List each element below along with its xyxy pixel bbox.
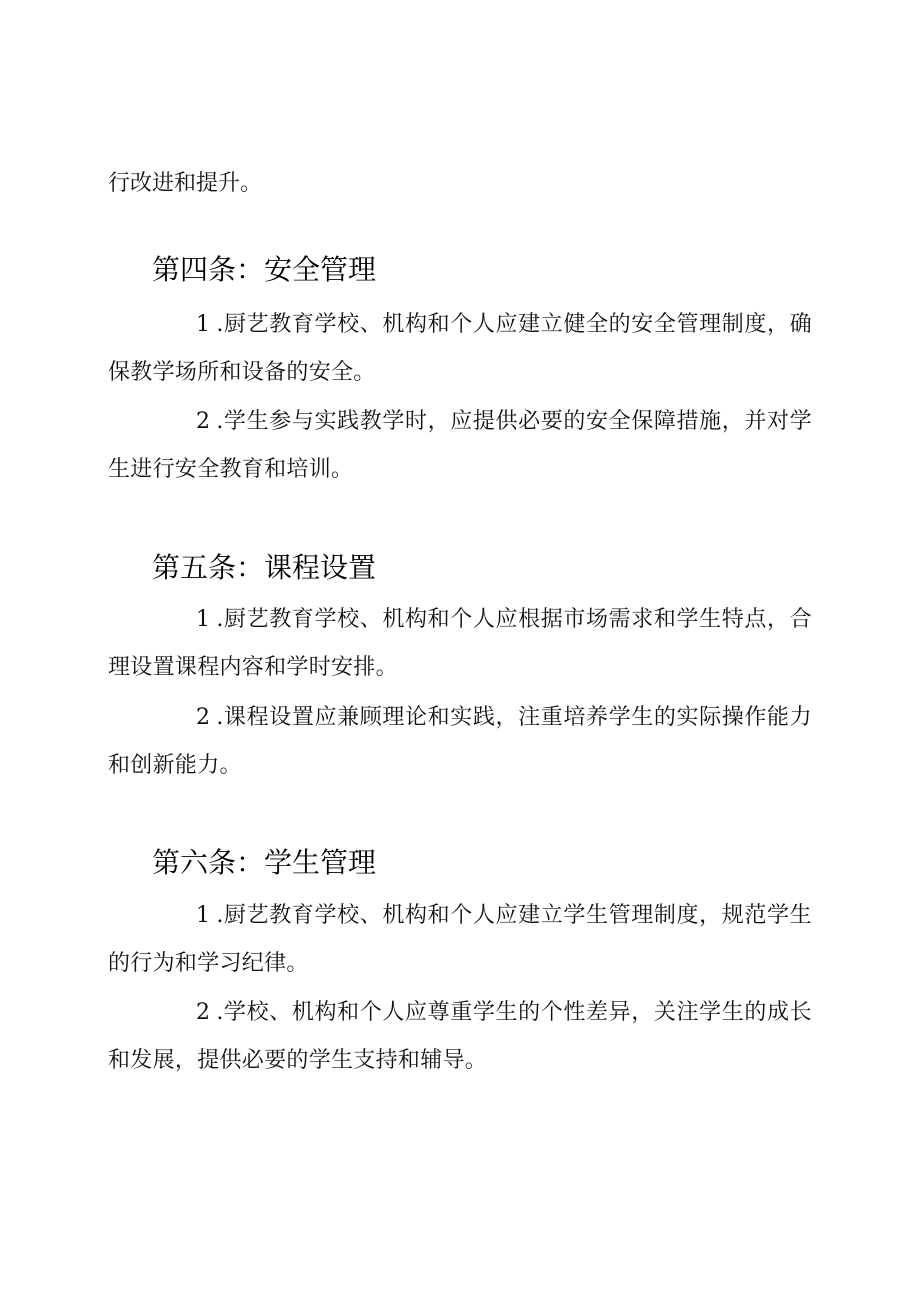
- section-4-item-1: [108, 301, 812, 397]
- item-text: .厨艺教育学校、机构和个人应建立学生管理制度，规范学生的行为和学习纪律。: [108, 903, 812, 976]
- item-text: .学生参与实践教学时，应提供必要的安全保障措施，并对学生进行安全教育和培训。: [108, 409, 812, 482]
- item-text: .课程设置应兼顾理论和实践，注重培养学生的实际操作能力和创新能力。: [108, 705, 812, 778]
- item-number: 2: [196, 409, 211, 434]
- item-number: 1: [196, 312, 211, 337]
- item-text: .厨艺教育学校、机构和个人应根据市场需求和学生特点，合理设置课程内容和学时安排。: [108, 607, 812, 680]
- item-number: 1: [196, 903, 211, 928]
- section-5-item-2: [108, 694, 812, 790]
- item-number: 1: [196, 607, 211, 632]
- item-text: .学校、机构和个人应尊重学生的个性差异，关注学生的成长和发展，提供必要的学生支持和辅导。: [108, 1000, 812, 1073]
- section-4-item-2: [108, 398, 812, 494]
- section-heading-6: 第六条：学生管理: [152, 846, 377, 879]
- continuation-text: 行改进和提升。: [108, 171, 263, 196]
- section-5-item-1: [108, 596, 812, 692]
- section-6-item-1: [108, 892, 812, 988]
- item-text: .厨艺教育学校、机构和个人应建立健全的安全管理制度，确保教学场所和设备的安全。: [108, 312, 812, 385]
- item-number: 2: [196, 705, 211, 730]
- item-number: 2: [196, 1000, 211, 1025]
- section-heading-4: 第四条：安全管理: [152, 253, 377, 286]
- section-heading-5: 第五条：课程设置: [152, 551, 377, 584]
- section-6-item-2: [108, 989, 812, 1085]
